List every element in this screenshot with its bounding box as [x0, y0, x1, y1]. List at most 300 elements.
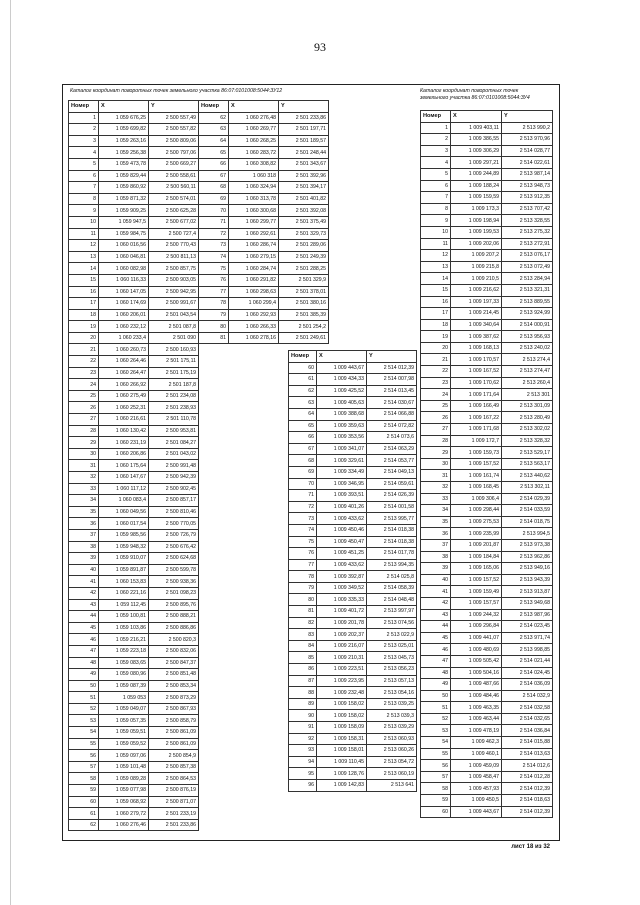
x-coordinate-cell: 1 009 487,66 — [451, 679, 502, 691]
x-coordinate-cell: 1 009 197,33 — [451, 296, 502, 308]
table-row — [421, 725, 553, 737]
y-coordinate-cell: 2 501 233,86 — [279, 112, 329, 124]
x-coordinate-cell: 1 059 112,45 — [99, 599, 149, 611]
x-coordinate-cell: 1 060 324,94 — [229, 182, 279, 194]
table-row — [289, 733, 417, 745]
table-row — [69, 402, 199, 414]
y-coordinate-cell: 2 514 018,38 — [367, 536, 417, 548]
y-coordinate-cell: 2 514 012,28 — [502, 771, 553, 783]
y-coordinate-cell: 2 501 378,01 — [279, 286, 329, 298]
table-row — [421, 203, 553, 215]
table-row — [69, 321, 199, 333]
point-number-cell: 54 — [69, 727, 99, 739]
y-coordinate-cell: 2 500 811,13 — [149, 251, 199, 263]
point-number-cell: 27 — [421, 424, 451, 436]
y-coordinate-cell: 2 500 160,93 — [149, 344, 199, 356]
table-row — [69, 785, 199, 797]
x-coordinate-cell: 1 009 214,45 — [451, 308, 502, 320]
point-number-cell: 36 — [69, 518, 99, 530]
table-row — [421, 621, 553, 633]
x-coordinate-cell: 1 009 215,8 — [451, 261, 502, 273]
y-coordinate-cell: 2 500 669,27 — [149, 158, 199, 170]
table-row — [69, 495, 199, 507]
point-number-cell: 16 — [421, 296, 451, 308]
y-coordinate-cell: 2 500 902,45 — [149, 483, 199, 495]
x-coordinate-cell: 1 009 434,33 — [317, 374, 367, 386]
table-row — [69, 669, 199, 681]
table-row — [289, 779, 417, 791]
y-coordinate-cell: 2 513 949,68 — [502, 597, 553, 609]
table-row — [421, 192, 553, 204]
table-row — [421, 748, 553, 760]
y-coordinate-cell: 2 513 056,23 — [367, 664, 417, 676]
point-number-cell: 18 — [421, 319, 451, 331]
table-row — [199, 182, 329, 194]
x-coordinate-cell: 1 060 049,56 — [99, 506, 149, 518]
table-row — [69, 750, 199, 762]
x-coordinate-cell: 1 060 083,4 — [99, 495, 149, 507]
point-number-cell: 58 — [421, 783, 451, 795]
point-number-cell: 66 — [289, 432, 317, 444]
y-coordinate-cell: 2 500 820,3 — [149, 634, 199, 646]
y-coordinate-cell: 2 513 998,85 — [502, 644, 553, 656]
table-row — [421, 389, 553, 401]
point-number-cell: 26 — [421, 412, 451, 424]
point-number-cell: 3 — [69, 135, 99, 147]
point-number-cell: 88 — [289, 687, 317, 699]
x-coordinate-cell: 1 060 260,73 — [99, 344, 149, 356]
table-row — [69, 274, 199, 286]
x-coordinate-cell: 1 060 082,98 — [99, 263, 149, 275]
y-coordinate-cell: 2 500 599,78 — [149, 564, 199, 576]
point-number-cell: 10 — [69, 216, 99, 228]
table-row — [199, 240, 329, 252]
y-coordinate-cell: 2 514 072,82 — [367, 420, 417, 432]
x-coordinate-cell: 1 060 153,83 — [99, 576, 149, 588]
point-number-cell: 27 — [69, 414, 99, 426]
y-coordinate-cell: 2 501 380,16 — [279, 298, 329, 310]
x-coordinate-cell: 1 060 206,01 — [99, 309, 149, 321]
y-coordinate-cell: 2 500 851,48 — [149, 669, 199, 681]
point-number-cell: 33 — [69, 483, 99, 495]
table-row — [421, 296, 553, 308]
point-number-cell: 41 — [421, 586, 451, 598]
point-number-cell: 74 — [199, 251, 229, 263]
table-row — [289, 432, 417, 444]
x-coordinate-cell: 1 009 484,46 — [451, 690, 502, 702]
x-coordinate-cell: 1 060 221,16 — [99, 587, 149, 599]
x-coordinate-cell: 1 060 276,46 — [99, 819, 149, 831]
y-coordinate-cell: 2 500 810,46 — [149, 506, 199, 518]
x-coordinate-cell: 1 009 159,73 — [451, 447, 502, 459]
y-coordinate-cell: 2 501 084,27 — [149, 437, 199, 449]
point-number-cell: 73 — [289, 513, 317, 525]
point-number-cell: 9 — [421, 215, 451, 227]
coords-table-b — [198, 100, 329, 344]
y-coordinate-cell: 2 513 045,73 — [367, 652, 417, 664]
point-number-cell: 40 — [421, 574, 451, 586]
y-coordinate-cell: 2 500 942,39 — [149, 472, 199, 484]
x-coordinate-cell: 1 009 167,22 — [451, 412, 502, 424]
x-coordinate-cell: 1 060 147,05 — [99, 286, 149, 298]
point-number-cell: 93 — [289, 745, 317, 757]
sheet-footer: лист 18 из 32 — [511, 844, 550, 850]
y-coordinate-cell: 2 501 394,17 — [279, 182, 329, 194]
point-number-cell: 53 — [421, 725, 451, 737]
x-coordinate-cell: 1 009 158,31 — [317, 733, 367, 745]
table-row — [69, 703, 199, 715]
table-row — [289, 548, 417, 560]
point-number-cell: 12 — [421, 250, 451, 262]
table-row — [421, 145, 553, 157]
point-number-cell: 5 — [421, 168, 451, 180]
point-number-cell: 35 — [421, 516, 451, 528]
point-number-cell: 14 — [421, 273, 451, 285]
x-coordinate-cell: 1 059 097,06 — [99, 750, 149, 762]
x-coordinate-cell: 1 009 223,95 — [317, 675, 367, 687]
x-coordinate-cell: 1 059 985,56 — [99, 529, 149, 541]
x-coordinate-cell: 1 009 401,26 — [317, 501, 367, 513]
y-coordinate-cell: 2 501 375,49 — [279, 216, 329, 228]
y-coordinate-cell: 2 500 857,38 — [149, 761, 199, 773]
x-coordinate-cell: 1 009 167,52 — [451, 366, 502, 378]
table-row — [421, 122, 553, 134]
x-coordinate-cell: 1 060 298,63 — [229, 286, 279, 298]
y-coordinate-cell: 2 501 401,82 — [279, 193, 329, 205]
point-number-cell: 56 — [421, 760, 451, 772]
point-number-cell: 67 — [289, 443, 317, 455]
point-number-cell: 5 — [69, 158, 99, 170]
x-coordinate-cell: 1 059 100,81 — [99, 611, 149, 623]
y-coordinate-cell: 2 501 249,39 — [279, 251, 329, 263]
y-coordinate-cell: 2 501 090 — [149, 332, 199, 344]
x-coordinate-cell: 1 009 275,53 — [451, 516, 502, 528]
y-coordinate-cell: 2 501 343,67 — [279, 158, 329, 170]
point-number-cell: 51 — [69, 692, 99, 704]
table-row — [199, 274, 329, 286]
table-row — [199, 332, 329, 344]
point-number-cell: 30 — [421, 458, 451, 470]
x-coordinate-cell: 1 060 252,31 — [99, 402, 149, 414]
y-coordinate-cell: 2 501 233,19 — [149, 808, 199, 820]
y-coordinate-cell: 2 500 853,34 — [149, 680, 199, 692]
y-coordinate-cell: 2 514 018,63 — [502, 795, 553, 807]
point-number-cell: 61 — [289, 374, 317, 386]
x-coordinate-cell: 1 009 244,89 — [451, 168, 502, 180]
x-coordinate-cell: 1 060 275,49 — [99, 390, 149, 402]
x-coordinate-cell: 1 060 318 — [229, 170, 279, 182]
x-coordinate-cell: 1 009 504,16 — [451, 667, 502, 679]
table-row — [199, 193, 329, 205]
table-row — [421, 505, 553, 517]
point-number-cell: 75 — [199, 263, 229, 275]
x-coordinate-cell: 1 009 388,68 — [317, 408, 367, 420]
table-row — [289, 466, 417, 478]
x-coordinate-cell: 1 009 188,24 — [451, 180, 502, 192]
y-coordinate-cell: 2 514 013,45 — [367, 385, 417, 397]
y-coordinate-cell: 2 514 018,38 — [367, 524, 417, 536]
table-row — [69, 529, 199, 541]
x-coordinate-cell: 1 009 159,59 — [451, 192, 502, 204]
table-row — [69, 715, 199, 727]
y-coordinate-cell: 2 500 876,19 — [149, 785, 199, 797]
col-x-header: X — [317, 351, 367, 363]
point-number-cell: 69 — [289, 466, 317, 478]
y-coordinate-cell: 2 500 770,43 — [149, 240, 199, 252]
point-number-cell: 62 — [69, 819, 99, 831]
y-coordinate-cell: 2 513 302,11 — [502, 482, 553, 494]
table-row — [69, 298, 199, 310]
y-coordinate-cell: 2 513 943,39 — [502, 574, 553, 586]
point-number-cell: 13 — [69, 251, 99, 263]
table-row — [421, 493, 553, 505]
y-coordinate-cell: 2 500 864,53 — [149, 773, 199, 785]
y-coordinate-cell: 2 500 854,9 — [149, 750, 199, 762]
table-row — [289, 629, 417, 641]
y-coordinate-cell: 2 513 987,96 — [502, 609, 553, 621]
point-number-cell: 79 — [289, 582, 317, 594]
table-row — [421, 713, 553, 725]
table-row — [421, 655, 553, 667]
x-coordinate-cell: 1 009 443,67 — [451, 806, 502, 818]
table-row — [421, 482, 553, 494]
point-number-cell: 47 — [421, 655, 451, 667]
point-number-cell: 60 — [69, 796, 99, 808]
table-row — [69, 390, 199, 402]
point-number-cell: 62 — [289, 385, 317, 397]
table-row — [199, 251, 329, 263]
y-coordinate-cell: 2 500 677,02 — [149, 216, 199, 228]
point-number-cell: 19 — [421, 331, 451, 343]
y-coordinate-cell: 2 513 956,93 — [502, 331, 553, 343]
y-coordinate-cell: 2 513 970,96 — [502, 134, 553, 146]
point-number-cell: 79 — [199, 309, 229, 321]
x-coordinate-cell: 1 009 306,29 — [451, 145, 502, 157]
y-coordinate-cell: 2 513 302,02 — [502, 424, 553, 436]
point-number-cell: 63 — [289, 397, 317, 409]
y-coordinate-cell: 2 500 832,06 — [149, 645, 199, 657]
x-coordinate-cell: 1 059 083,65 — [99, 657, 149, 669]
point-number-cell: 20 — [69, 332, 99, 344]
table-row — [69, 460, 199, 472]
table-row — [289, 559, 417, 571]
point-number-cell: 74 — [289, 524, 317, 536]
table-row — [421, 331, 553, 343]
table-row — [69, 796, 199, 808]
x-coordinate-cell: 1 009 232,48 — [317, 687, 367, 699]
y-coordinate-cell: 2 513 962,86 — [502, 551, 553, 563]
x-coordinate-cell: 1 060 174,69 — [99, 298, 149, 310]
x-coordinate-cell: 1 009 207,2 — [451, 250, 502, 262]
table-row — [421, 667, 553, 679]
y-coordinate-cell: 2 514 007,98 — [367, 374, 417, 386]
x-coordinate-cell: 1 009 359,63 — [317, 420, 367, 432]
x-coordinate-cell: 1 060 117,12 — [99, 483, 149, 495]
table-row — [421, 180, 553, 192]
table-row — [421, 597, 553, 609]
y-coordinate-cell: 2 513 948,73 — [502, 180, 553, 192]
point-number-cell: 15 — [69, 274, 99, 286]
y-coordinate-cell: 2 500 867,93 — [149, 703, 199, 715]
x-coordinate-cell: 1 059 101,48 — [99, 761, 149, 773]
x-coordinate-cell: 1 009 433,62 — [317, 559, 367, 571]
y-coordinate-cell: 2 500 871,07 — [149, 796, 199, 808]
x-coordinate-cell: 1 060 292,61 — [229, 228, 279, 240]
point-number-cell: 76 — [289, 548, 317, 560]
y-coordinate-cell: 2 500 953,81 — [149, 425, 199, 437]
y-coordinate-cell: 2 513 994,5 — [502, 528, 553, 540]
x-coordinate-cell: 1 059 699,82 — [99, 124, 149, 136]
table-row — [69, 483, 199, 495]
x-coordinate-cell: 1 060 116,33 — [99, 274, 149, 286]
x-coordinate-cell: 1 060 278,16 — [229, 332, 279, 344]
table-row — [421, 377, 553, 389]
point-number-cell: 23 — [421, 377, 451, 389]
x-coordinate-cell: 1 060 175,64 — [99, 460, 149, 472]
point-number-cell: 61 — [69, 808, 99, 820]
table-row — [69, 240, 199, 252]
table-row — [199, 263, 329, 275]
y-coordinate-cell: 2 500 797,06 — [149, 147, 199, 159]
col-number-header: Номер — [289, 351, 317, 363]
table-row — [199, 170, 329, 182]
y-coordinate-cell: 2 500 770,05 — [149, 518, 199, 530]
table-row — [421, 737, 553, 749]
x-coordinate-cell: 1 009 458,47 — [451, 771, 502, 783]
y-coordinate-cell: 2 513 072,49 — [502, 261, 553, 273]
table-row — [69, 657, 199, 669]
x-coordinate-cell: 1 059 080,96 — [99, 669, 149, 681]
table-row — [289, 443, 417, 455]
table-row — [421, 679, 553, 691]
y-coordinate-cell: 2 514 053,77 — [367, 455, 417, 467]
point-number-cell: 10 — [421, 226, 451, 238]
x-coordinate-cell: 1 009 157,57 — [451, 597, 502, 609]
table-row — [69, 124, 199, 136]
x-coordinate-cell: 1 059 947,5 — [99, 216, 149, 228]
point-number-cell: 76 — [199, 274, 229, 286]
coords-table-a — [68, 100, 199, 831]
table-row — [69, 367, 199, 379]
y-coordinate-cell: 2 500 873,29 — [149, 692, 199, 704]
y-coordinate-cell: 2 500 847,37 — [149, 657, 199, 669]
x-coordinate-cell: 1 060 283,72 — [229, 147, 279, 159]
point-number-cell: 25 — [69, 390, 99, 402]
point-number-cell: 15 — [421, 284, 451, 296]
table-row — [69, 692, 199, 704]
table-row — [289, 722, 417, 734]
x-coordinate-cell: 1 060 264,47 — [99, 367, 149, 379]
point-number-cell: 80 — [199, 321, 229, 333]
table-row — [199, 228, 329, 240]
y-coordinate-cell: 2 514 032,58 — [502, 702, 553, 714]
table-row — [69, 518, 199, 530]
caption-left: Каталог координат поворотных точек земельного участка 86:07:0101008:5044:ЗУ12 — [70, 88, 283, 94]
y-coordinate-cell: 2 513 275,32 — [502, 226, 553, 238]
point-number-cell: 54 — [421, 737, 451, 749]
y-coordinate-cell: 2 514 023,45 — [502, 621, 553, 633]
table-row — [199, 158, 329, 170]
x-coordinate-cell: 1 009 161,74 — [451, 470, 502, 482]
point-number-cell: 46 — [69, 634, 99, 646]
table-row — [421, 273, 553, 285]
table-row — [69, 437, 199, 449]
col-y-header: Y — [502, 111, 553, 123]
point-number-cell: 59 — [421, 795, 451, 807]
y-coordinate-cell: 2 514 015,88 — [502, 737, 553, 749]
table-row — [421, 400, 553, 412]
x-coordinate-cell: 1 009 340,64 — [451, 319, 502, 331]
y-coordinate-cell: 2 501 197,71 — [279, 124, 329, 136]
y-coordinate-cell: 2 513 328,32 — [502, 435, 553, 447]
point-number-cell: 36 — [421, 528, 451, 540]
x-coordinate-cell: 1 009 158,02 — [317, 698, 367, 710]
table-row — [289, 698, 417, 710]
x-coordinate-cell: 1 009 170,57 — [451, 354, 502, 366]
y-coordinate-cell: 2 500 888,21 — [149, 611, 199, 623]
table-row — [69, 773, 199, 785]
point-number-cell: 60 — [289, 362, 317, 374]
point-number-cell: 89 — [289, 698, 317, 710]
point-number-cell: 64 — [199, 135, 229, 147]
x-coordinate-cell: 1 060 046,81 — [99, 251, 149, 263]
table-row — [421, 539, 553, 551]
point-number-cell: 95 — [289, 768, 317, 780]
x-coordinate-cell: 1 009 157,52 — [451, 574, 502, 586]
y-coordinate-cell: 2 514 048,48 — [367, 594, 417, 606]
table-row — [69, 263, 199, 275]
point-number-cell: 16 — [69, 286, 99, 298]
point-number-cell: 73 — [199, 240, 229, 252]
table-row — [69, 216, 199, 228]
y-coordinate-cell: 2 500 942,95 — [149, 286, 199, 298]
x-coordinate-cell: 1 059 256,38 — [99, 147, 149, 159]
point-number-cell: 31 — [421, 470, 451, 482]
point-number-cell: 43 — [421, 609, 451, 621]
point-number-cell: 69 — [199, 193, 229, 205]
table-row — [421, 226, 553, 238]
table-row — [289, 385, 417, 397]
table-row — [69, 634, 199, 646]
table-row — [199, 124, 329, 136]
point-number-cell: 96 — [289, 779, 317, 791]
table-row — [289, 397, 417, 409]
point-number-cell: 50 — [69, 680, 99, 692]
table-row — [69, 286, 199, 298]
y-coordinate-cell: 2 513 025,01 — [367, 640, 417, 652]
point-number-cell: 44 — [421, 621, 451, 633]
x-coordinate-cell: 1 009 462,3 — [451, 737, 502, 749]
y-coordinate-cell: 2 513 328,55 — [502, 215, 553, 227]
x-coordinate-cell: 1 060 279,15 — [229, 251, 279, 263]
point-number-cell: 91 — [289, 722, 317, 734]
table-row — [289, 501, 417, 513]
table-row — [69, 228, 199, 240]
y-coordinate-cell: 2 501 385,39 — [279, 309, 329, 321]
y-coordinate-cell: 2 513 912,35 — [502, 192, 553, 204]
point-number-cell: 85 — [289, 652, 317, 664]
point-number-cell: 68 — [289, 455, 317, 467]
point-number-cell: 12 — [69, 240, 99, 252]
y-coordinate-cell: 2 514 036,84 — [502, 725, 553, 737]
point-number-cell: 28 — [421, 435, 451, 447]
table-row — [69, 553, 199, 565]
table-row — [421, 760, 553, 772]
x-coordinate-cell: 1 060 269,77 — [229, 124, 279, 136]
x-coordinate-cell: 1 009 450,46 — [317, 524, 367, 536]
y-coordinate-cell: 2 514 024,45 — [502, 667, 553, 679]
point-number-cell: 21 — [69, 344, 99, 356]
